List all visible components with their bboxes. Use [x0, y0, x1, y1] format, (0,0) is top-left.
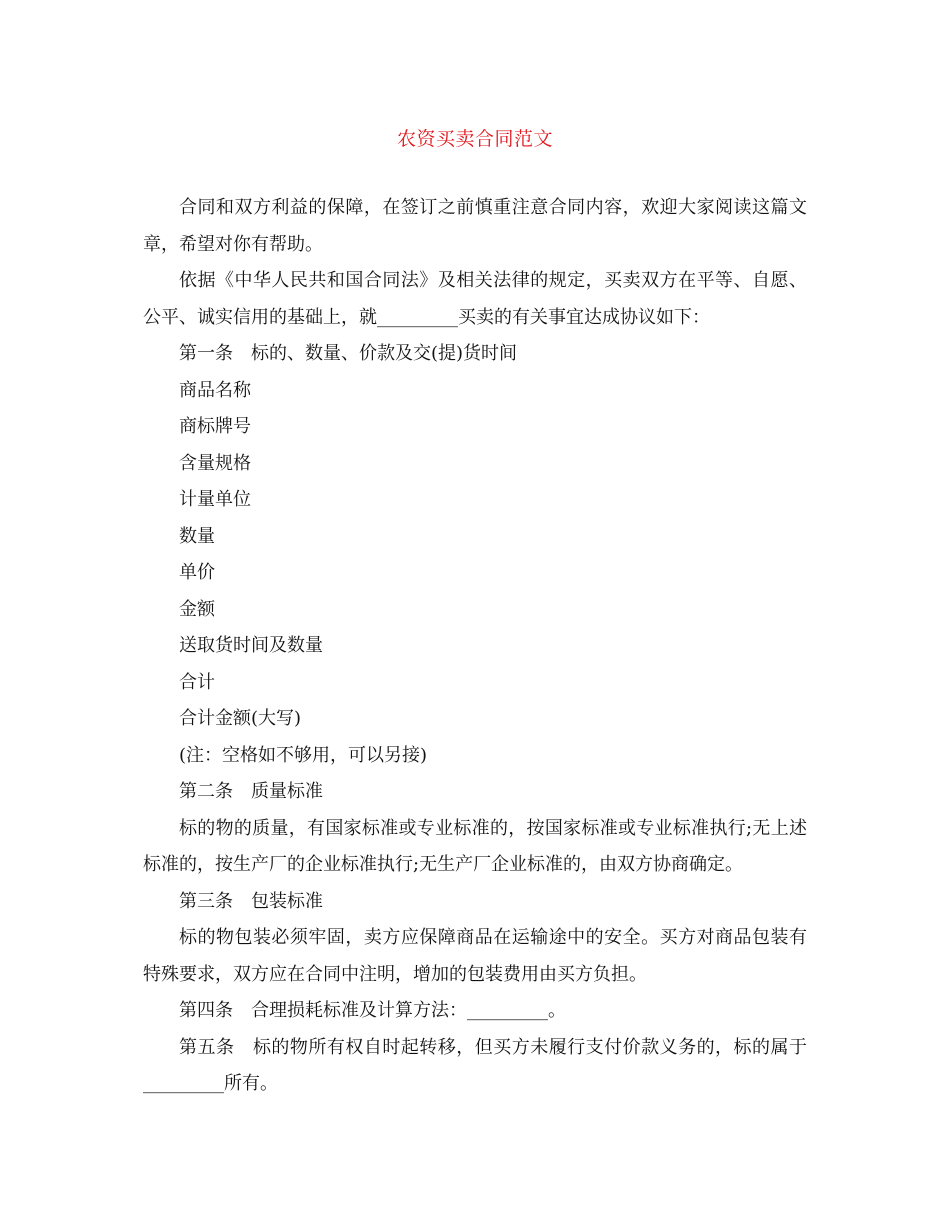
field-total-amount-words: 合计金额(大写): [179, 708, 302, 729]
field-delivery-time: 送取货时间及数量: [179, 635, 323, 656]
article-4-text: 第四条 合理损耗标准及计算方法：_________。: [179, 1000, 566, 1021]
paragraph-intro: 合同和双方利益的保障，在签订之前慎重注意合同内容，欢迎大家阅读这篇文章，希望对你有帮助。: [143, 197, 807, 255]
field-specification: 含量规格: [179, 452, 251, 474]
field-unit-price: 单价: [179, 562, 215, 583]
note-blank-space: (注：空格如不够用，可以另接): [179, 744, 428, 766]
field-amount: 金额: [179, 598, 215, 620]
article-3-text: 标的物包装必须牢固，卖方应保障商品在运输途中的安全。买方对商品包装有特殊要求，双方应在合同中注明，增加的包装费用由买方负担。: [143, 927, 807, 985]
article-5-text: 第五条 标的物所有权自时起转移，但买方未履行支付价款义务的，标的属于_________所有。: [143, 1036, 807, 1094]
field-quantity: 数量: [179, 525, 215, 547]
document-title: 农资买卖合同范文: [396, 128, 553, 150]
article-3-heading: 第三条 包装标准: [179, 890, 323, 912]
article-1-heading: 第一条 标的、数量、价款及交(提)货时间: [179, 343, 518, 364]
paragraph-basis: 依据《中华人民共和国合同法》及相关法律的规定，买卖双方在平等、自愿、公平、诚实信用的基础上，就_________买卖的有关事宜达成协议如下：: [143, 270, 807, 328]
field-unit: 计量单位: [179, 489, 251, 510]
article-2-text: 标的物的质量，有国家标准或专业标准的，按国家标准或专业标准执行;无上述标准的，按生产厂的企业标准执行;无生产厂企业标准的，由双方协商确定。: [143, 817, 807, 875]
field-product-name: 商品名称: [179, 379, 251, 401]
article-2-heading: 第二条 质量标准: [179, 781, 323, 802]
field-brand: 商标牌号: [179, 416, 251, 437]
document-body: [143, 190, 807, 1103]
field-total: 合计: [179, 671, 215, 693]
